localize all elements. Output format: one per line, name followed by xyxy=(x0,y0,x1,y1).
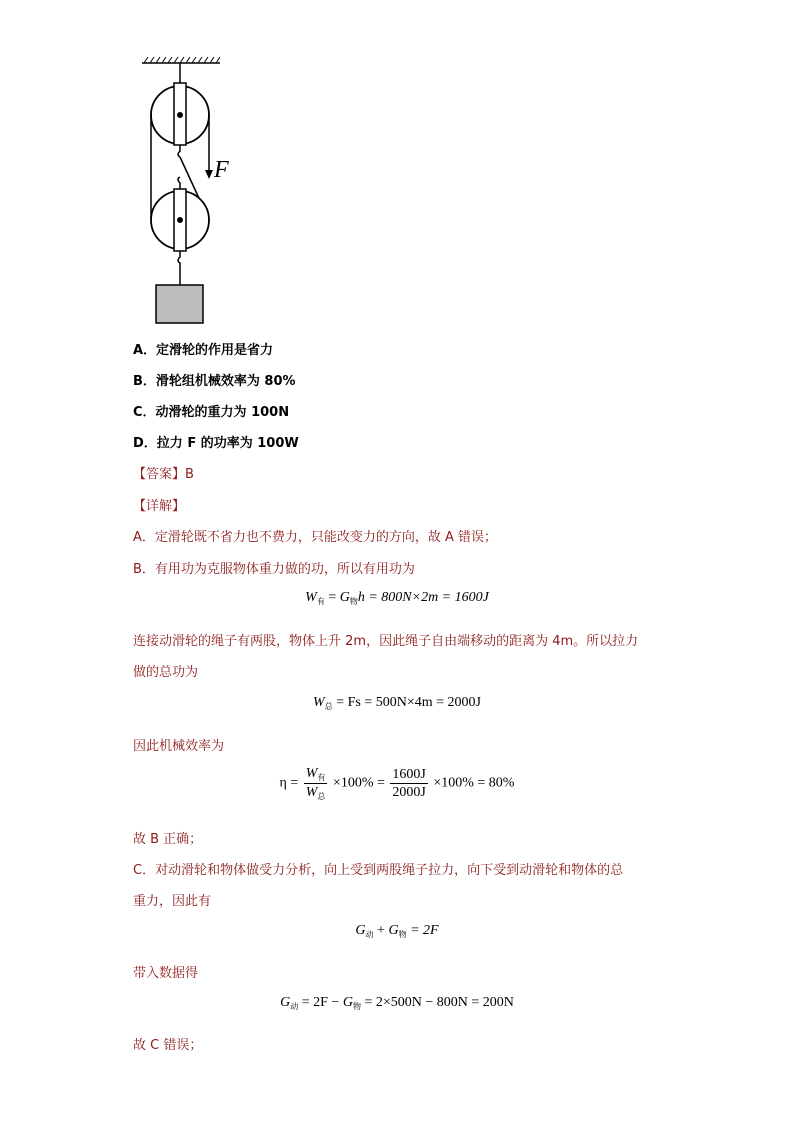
option-a: A．定滑轮的作用是省力 xyxy=(133,343,274,358)
conclusion-c: 故 C 错误； xyxy=(133,1038,203,1053)
option-d: D．拉力 F 的功率为 100W xyxy=(133,436,299,451)
option-b: B．滑轮组机械效率为 80% xyxy=(133,374,296,389)
pulley-diagram xyxy=(138,55,248,327)
conclusion-b: 故 B 正确； xyxy=(133,832,203,847)
weight-block xyxy=(156,285,203,323)
analysis-a: A．定滑轮既不省力也不费力，只能改变力的方向，故 A 错误； xyxy=(133,530,498,545)
ceiling-hatch xyxy=(144,57,220,63)
analysis-rope-2: 做的总功为 xyxy=(133,665,199,680)
pulley-system-drawing xyxy=(138,55,248,327)
analysis-rope-1: 连接动滑轮的绳子有两股，物体上升 2m，因此绳子自由端移动的距离为 4m。所以拉力 xyxy=(133,634,639,649)
equation-useful-work: $W_有 = G_物h = 800N\times 2m = 1600J$ xyxy=(305,590,489,606)
analysis-substitute: 带入数据得 xyxy=(133,966,199,981)
analysis-efficiency: 因此机械效率为 xyxy=(133,739,225,754)
option-c: C．动滑轮的重力为 100N xyxy=(133,405,290,420)
answer-label: 【答案】B xyxy=(133,467,194,482)
force-arrow xyxy=(205,170,213,179)
detail-label: 【详解】 xyxy=(133,499,186,514)
equation-total-work: $W_总 = Fs = 500N\times 4m = 2000J$ xyxy=(313,695,481,711)
force-label: F xyxy=(214,157,229,183)
equation-moving-pulley-weight: $G_动 = 2F - G_物 = 2\times 500N - 800N = 200N$ xyxy=(280,995,514,1011)
analysis-c-1: C．对动滑轮和物体做受力分析，向上受到两股绳子拉力，向下受到动滑轮和物体的总 xyxy=(133,863,624,878)
equation-force-balance: $G_动 + G_物 = 2F$ xyxy=(355,923,439,939)
equation-efficiency: η = $\frac{W_有}{W_总}$ ×100% = $\frac{1600J}{2000J}$ ×100% = 80% xyxy=(279,766,515,801)
analysis-c-2: 重力，因此有 xyxy=(133,894,212,909)
analysis-b: B．有用功为克服物体重力做的功，所以有用功为 xyxy=(133,562,415,577)
